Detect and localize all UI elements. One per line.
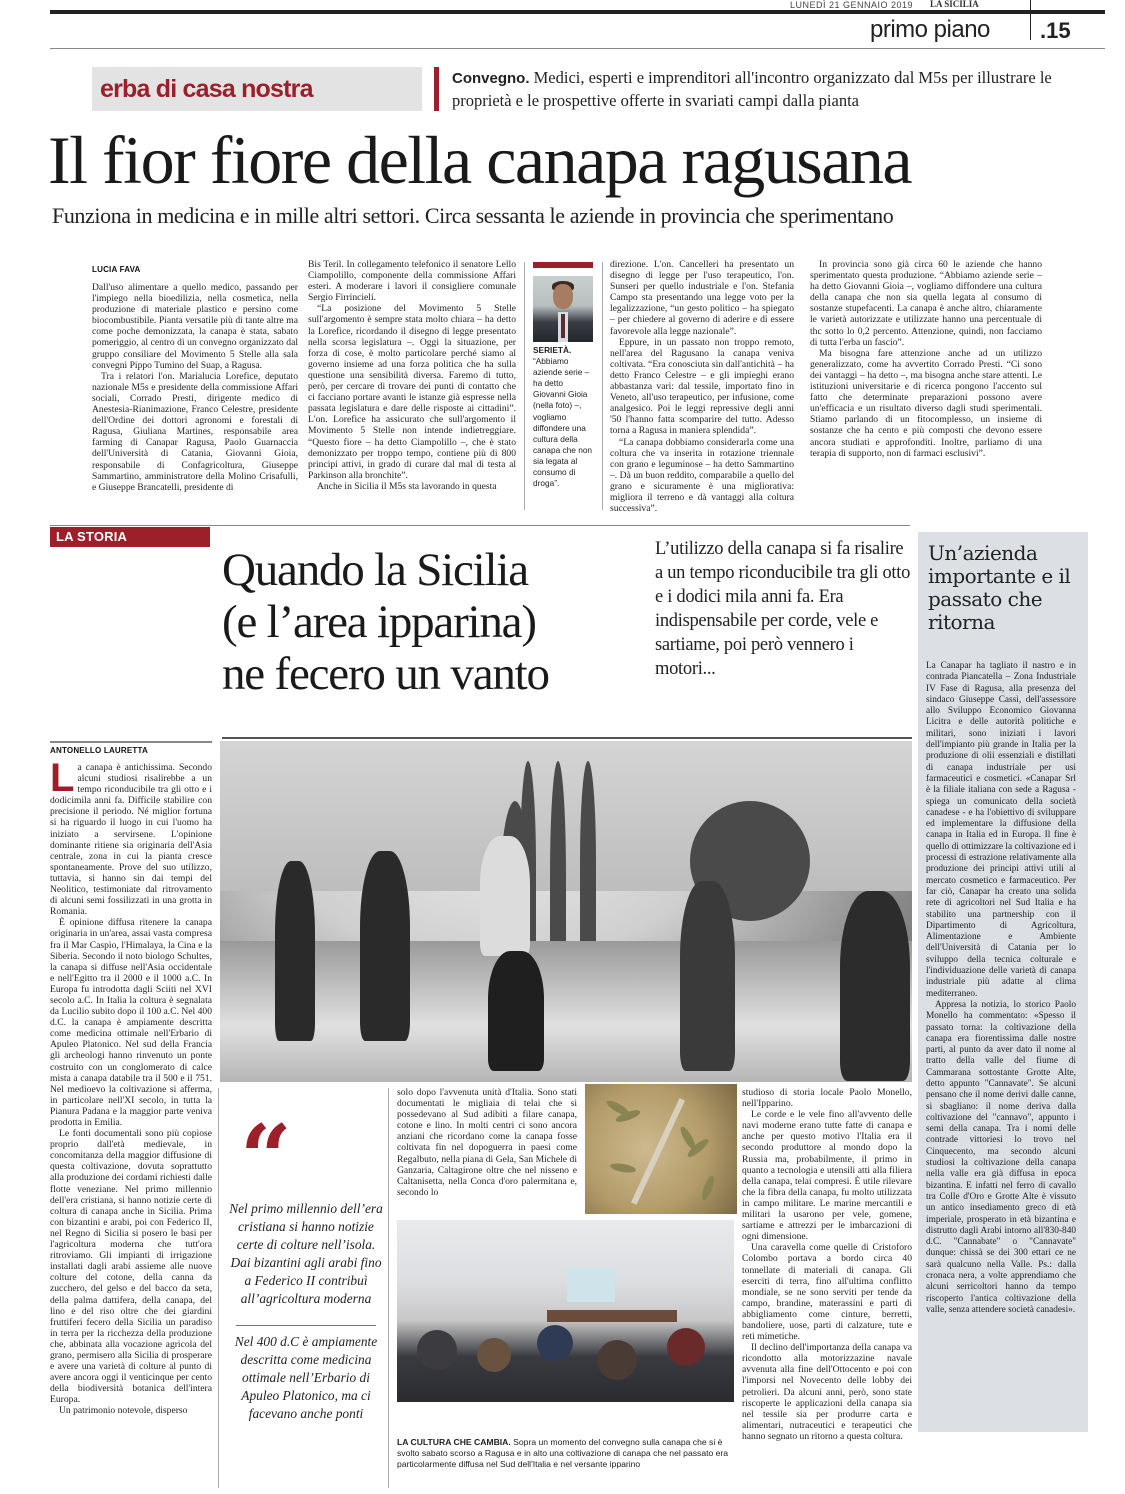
kicker-description	[452, 67, 1072, 112]
headline-line: (e l’area ipparina)	[222, 596, 536, 648]
caption-text: “Abbiamo aziende serie – ha detto Giovanni Gioia (nella foto) –, vogliamo diffondere una cultura della canapa che non sia legata al consumo di droga”.	[533, 356, 593, 489]
section-divider	[50, 525, 910, 526]
paragraph: “La posizione del Movimento 5 Stelle sull'argomento è sempre stata molto chiara – ha detto la Lorefice, ricordando il disegno di legge presentato nella scorsa legislatura –. Oggi la situazione, per forza di cose, è molto particolare perché siamo al governo insieme ad una forza politica che ha sulla questione una sensibilità diversa. Faremo di tutto, però, per cercare di trovare dei punti di contatto che ci facciano portare avanti le istanze già espresse nella passata legislatura e dare delle risposte ai cittadini”. L'on. Lorefice ha assicurato che sull'argomento il Movimento 5 Stelle non intende indietreggiare. “Questo fiore – ha detto Ciampolillo –, che è stato demonizzato per troppo tempo, contiene più di 800 principi attivi, in grado di curare dal mal di testa al Parkinson alla bronchite”.	[308, 303, 516, 481]
paragraph: “La canapa dobbiamo considerarla come una coltura che va inserita in rotazione triennale con grano e leguminose – ha detto Sammartino –. Dà un buon reddito, comparabile a quello del grano e sicuramente è una migliorativa: migliora il terreno e dà vantaggi alla coltura successiva”.	[610, 436, 794, 515]
main-byline: LUCIA FAVA	[92, 265, 141, 274]
photo-detail	[561, 314, 565, 338]
paragraph: Bis Teril. In collegamento telefonico il senatore Lello Ciampolillo, componente della commissione Affari esteri. A moderare i lavori il consigliere comunale Sergio Firrincieli.	[308, 259, 516, 304]
paragraph: solo dopo l'avvenuta unità d'Italia. Sono stati documentati le migliaia di telai che si possedevano al Sud adibiti a filare canapa, cotone e lino. In molti centri ci sono ancora anziani che ricordano come la canapa fosse coltivata fin nel dopoguerra in paesi come Regalbuto, nella piana di Gela, San Michele di Ganzaria, Caltagirone oltre che nel nisseno e Caltanisetta, nella Conca d'oro palermitana e, secondo lo	[397, 1087, 577, 1198]
paragraph: In provincia sono già circa 60 le aziende che hanno sperimentato questa produzione. “Abbiamo aziende serie – ha detto Giovanni Gioia –, vogliamo diffondere una cultura della canapa che non sia quella legata al consumo di sostanze stupefacenti. La canapa è anche altro, chiaramente le varietà autorizzate e utilizzate hanno una percentuale di thc sotto lo 0,2 percento. Attenzione, quindi, non facciamo di tutta l'erba un fascio”.	[810, 259, 1042, 348]
kicker-accent-bar	[434, 67, 439, 111]
story-column-1	[50, 756, 213, 1417]
main-article-column-2	[308, 259, 516, 492]
paragraph: studioso di storia locale Paolo Monello, nell'Ipparino.	[742, 1087, 912, 1110]
photo-detail	[567, 1268, 615, 1302]
column-divider	[388, 1088, 389, 1488]
conference-photo	[397, 1220, 734, 1402]
paragraph: Una caravella come quelle di Cristoforo Colombo portava a bordo circa 40 tonnellate di materiali di canapa. Gli eserciti di terra, fino all'ultima conflitto mondiale, se ne sono serviti per tende da campo, brandine, materassini e parti di abbigliamento come cinture, berretti, bandoliere, uose, parti di calzature, tute e reti mimetiche.	[742, 1242, 912, 1343]
column-divider	[218, 1088, 219, 1488]
story-section-tag: LA STORIA	[50, 527, 210, 547]
photo-detail	[477, 1338, 511, 1372]
paragraph: Le corde e le vele fino all'avvento delle navi moderne erano tutte fatte di canapa e anche per questo motivo l'Italia era il secondo produttore al mondo dopo la Russia ma, probabilmente, il primo in quanto a tecnologia e utensili atti alla filiera della canapa, telai compresi. È utile rilevare che la fibra della canapa, fu molto utilizzata in campo militare. Le marine mercantili e militari la usarono per vele, gomene, sartiame e attrezzi per le imbarcazioni di ogni dimensione.	[742, 1109, 912, 1243]
byline-rule	[50, 741, 212, 743]
paragraph: direzione. L'on. Cancelleri ha presentato un disegno di legge per l'uso terapeutico, l'on. Sunseri per quello industriale e l'on. Stefania Campo sta presentando una legge voto per la legalizzazione, “un gesto politico – ha spiegato – per chiedere al governo di aderire e di essere favorevole alla legge nazionale”.	[610, 259, 794, 337]
paragraph	[50, 756, 212, 918]
photo-detail	[597, 1340, 637, 1380]
photo-detail	[680, 881, 735, 1071]
photo-detail	[417, 1330, 457, 1370]
main-article-column-1	[92, 282, 298, 493]
pull-quote-1: Nel primo millennio dell’era cristiana si hanno notizie certe di colture nell’isola. Dai bizantini agli arabi fino a Federico II contribuì all’agricoltura moderna	[229, 1201, 383, 1306]
newspaper-name: LA SICILIA	[930, 0, 979, 9]
main-article-column-4	[810, 259, 1042, 459]
photo-detail	[667, 1328, 705, 1366]
photo-detail	[700, 1174, 716, 1201]
portrait-photo	[533, 276, 593, 342]
story-column-3	[742, 1087, 912, 1442]
kicker-lead: Convegno.	[452, 70, 530, 87]
issue-date: LUNEDÌ 21 GENNAIO 2019	[790, 0, 914, 10]
story-divider	[222, 737, 912, 739]
pull-quote-2: Nel 400 d.C è ampiamente descritta come medicina ottimale nell’Erbario di Apuleo Platonico, ma ci facevano anche ponti	[234, 1334, 378, 1421]
photo-detail	[840, 891, 910, 1081]
pull-quote-divider	[236, 1325, 376, 1326]
photo-detail	[275, 861, 315, 1041]
photo-detail	[610, 1162, 637, 1174]
portrait-caption	[533, 345, 595, 489]
photo-accent-bar	[533, 262, 593, 268]
hemp-leaves-photo	[585, 1084, 737, 1214]
photo-detail	[537, 1325, 573, 1361]
header-divider	[50, 48, 1105, 49]
paragraph: Anche in Sicilia il M5s sta lavorando in questa	[317, 480, 497, 492]
kicker-label: erba di casa nostra	[100, 75, 313, 103]
headline-line: ne fecero un vanto	[222, 648, 549, 700]
main-subheadline: Funziona in medicina e in mille altri settori. Circa sessanta le aziende in provincia che sperimentano	[52, 203, 894, 228]
photo-detail	[480, 836, 530, 956]
drop-cap: L	[50, 756, 75, 800]
paragraph: La Canapar ha tagliato il nastro e in contrada Piancatella – Zona Industriale IV Fase di Ragusa, alla presenza del sindaco Giuseppe Cassì, dell'assessore allo Sviluppo Economico Giovanna Licitra e delle autorità politiche e militari, sono iniziati i lavori dell'impianto più grande in Italia per la produzione di olii essenziali e distillati di canapa industriale per usi farmaceutici e cosmetici. «Canapar Srl è la filiale italiana con sede a Ragusa - spiega un comunicato della società canadese - e ha l'obiettivo di sviluppare ed implementare la diffusione della canapa in Italia ed in Europa. Il fine è quello di ottimizzare la coltivazione ed i processi di estrazione relativamente alla produzione dei principi attivi utili al mercato cosmetico e farmaceutico. Per far ciò, Canapar ha creato una solida rete di agricoltori nel Sud Italia e ha stabilito una partnership con il Dipartimento di Agricoltura, Alimentazione e Ambiente dell'Università di Catania per lo sviluppo della tecnica colturale e l'individuazione delle varietà di canapa industriale più adatte al clima mediterraneo.	[926, 661, 1076, 999]
photo-detail	[360, 851, 410, 1041]
photo-detail	[580, 761, 596, 961]
paragraph: Le fonti documentali sono più copiose proprio dall'età medievale, in concomitanza della maggior diffusione di questa coltivazione, dovuta soprattutto alla produzione dei cordami richiesti dalle flotte veneziane. Nel primo millennio dell'era cristiana, si hanno notizie certe di coltura di canapa anche in Sicilia. Prima con bizantini e arabi, poi con Federico II, nel Regno di Sicilia si posero le basi per l'agricoltura moderna che tutt'ora ritroviamo. Gli impianti di irrigazione installati dagli arabi assieme alle nuove colture del cotone, della canna da zucchero, del gelso e del bacco da seta, della palma dattifera, della canapa, del lino e del riso oltre che dei giardini fruttiferi fecero della Sicilia un paradiso in terra per la ricchezza della produzione che, abbinata alla vocazione agricola del grano, permisero alla Sicilia di prosperare e avere una varietà di colture al punto di avere ancora oggi il venticinque per cento della biodiversità botanica dell'intera Europa.	[50, 1128, 212, 1406]
story-headline	[222, 544, 549, 700]
hemp-harvest-photo	[220, 741, 912, 1082]
sidebar-title: Un’azienda importante e il passato che ritorna	[928, 541, 1071, 634]
story-deck: L’utilizzo della canapa si fa risalire a un tempo riconducibile tra gli otto e i dodici mila anni fa. Era indispensabile per corde, vele e sartiame, poi però vennero i motori...	[655, 539, 911, 679]
column-divider	[524, 262, 525, 510]
sidebar-body	[926, 661, 1076, 1316]
paragraph-text: a canapa è antichissima. Secondo alcuni studiosi risalirebbe a un tempo riconducibile tra gli otto e i dodicimila anni fa. Difficile stabilire con precisione il periodo. Né miglior fortuna si ha riguardo il luogo in cui l'uomo ha iniziato a servirsene. L'opinione dominante ritiene sia originaria dell'Asia centrale, zona in cui la pianta cresce spontaneamente. Prove del suo utilizzo, tuttavia, si hanno sin dai tempi del Neolitico, testimoniate dal ritrovamento di alcuni semi fossilizzati in una grotta in Romania.	[50, 762, 212, 918]
photo-detail	[220, 941, 912, 1082]
page-number-divider	[1030, 0, 1031, 40]
main-article-column-3	[610, 259, 794, 514]
story-byline: ANTONELLO LAURETTA	[50, 746, 148, 755]
headline-line: Quando la Sicilia	[222, 544, 528, 596]
paragraph: Tra i relatori l'on. Marialucia Lorefice, deputato nazionale M5s e presidente della commissione Affari sociali, Corrado Presti, dirigente medico di Anestesia-Rianimazione, Franco Celestre, presidente dell'Ordine dei dottori agronomi e forestali di Ragusa, Giuliana Martines, responsabile area farming di Canapar Ragusa, Paolo Guarnaccia dell'Università di Catania, Giovanni Gioia, responsabile di Confagricoltura, Giuseppe Sammartino, amministratore della Molino Crisafulli, e Giuseppe Brancatelli, presidente di	[92, 370, 298, 493]
column-divider	[602, 262, 603, 510]
paragraph: È opinione diffusa ritenere la canapa originaria in un'area, assai vasta compresa fra il Mar Caspio, l'Himalaya, la Cina e la Siberia. Secondo il noto biologo Schultes, la canapa si diffuse nell'Asia occidentale e nell'Egitto tra il 2000 e il 1000 a.C. In Europa fu introdotta dagli Sciiti nel XVI secolo a.C. In Italia la coltura è segnalata da Lucilio subito dopo il 100 a.C. Nel 400 d.C. la canapa è ampiamente descritta come medicina ottimale nell'Erbario di Apuleo Platonico. Nel sud della Francia gli archeologi hanno rinvenuto un ponte costruito con un conglomerato di calce mista a canapa databile tra il 500 e il 751. Nel medioevo la coltivazione si afferma, in particolare nell'XI secolo, in tutta la Pianura Padana e la maggior parte veniva prodotta in Emilia.	[50, 917, 213, 1128]
story-column-2	[397, 1087, 577, 1198]
masthead-rule	[50, 10, 1105, 14]
paragraph: Un patrimonio notevole, disperso	[59, 1405, 188, 1417]
paragraph: Ma bisogna fare attenzione anche ad un utilizzo generalizzato, come ha avvertito Corrado Presti. “Ci sono dei vantaggi – ha detto –, ma bisogna anche stare attenti. Le istituzioni universitarie e di ricerca pongono l'accento sul fatto che determinate preparazioni possono avere un'efficacia e un risultato diverso dagli studi sperimentali. Stiamo parlando di un fitocomplesso, un insieme di sostanze che ha cento e più composti che devono essere ancora studiati e approfonditi. Inoltre, parliamo di una terapia di supporto, non di farmaci esclusivi”.	[810, 347, 1042, 459]
paragraph: Dall'uso alimentare a quello medico, passando per l'impiego nella bioedilizia, nella cosmetica, nella produzione di materiale plastico e persino come biocombustibile. Pianta versatile più di tante altre ma come poche demonizzata, la canapa è stata, sabato pomeriggio, al centro di un convegno organizzato dal gruppo consiliare del Movimento 5 Stelle alla sala convegni Pippo Tumino del Suap, a Ragusa.	[92, 282, 298, 371]
paragraph: Eppure, in un passato non troppo remoto, nell'area del Ragusano la canapa veniva coltivata. “Era conosciuta sin dall'antichità – ha detto Franco Celestre – e gli impieghi erano abbastanza vari: dal tessile, importato fino in Veneto, all'uso terapeutico, per infusione, come analgesico. Poi le leggi repressive degli anni '50 l'hanno fatta scomparire del tutto. Adesso torna a Ragusa in maniera splendida”.	[610, 336, 794, 437]
caption-text: Sopra un momento del convegno sulla canapa che si è svolto sabato scorso a Ragusa e in alto una coltivazione di canapa che nel passato era particolarmente diffusa nel Sud dell'Italia e nel versante ipparino	[397, 1437, 729, 1470]
paragraph: Il declino dell'importanza della canapa va ricondotto alla motorizzazine navale avvenuta alla fine dell'Ottocento e poi con l'imporsi nel Novecento delle lobby dei petrolieri. Da alcuni anni, però, sono state riscoperte le applicazioni della canapa sia nel tessile sia per produrre carta e alimentari, nutraceutici e terapeutici che hanno segnato un ritorno a questa coltura.	[742, 1342, 912, 1442]
conference-photo-caption	[397, 1437, 737, 1470]
kicker-text: Medici, esperti e imprenditori all'incontro organizzato dal M5s per illustrare le proprietà e le prospettive offerte in svariati campi dalla pianta	[452, 68, 1052, 110]
caption-lead: LA CULTURA CHE CAMBIA.	[397, 1437, 511, 1447]
section-name: primo piano	[870, 16, 990, 43]
caption-lead: SERIETÀ.	[533, 345, 572, 355]
quote-icon: “	[240, 1105, 292, 1211]
photo-detail	[553, 284, 573, 309]
photo-detail	[488, 951, 544, 1071]
page-number: .15	[1040, 18, 1071, 43]
main-headline: Il fior fiore della canapa ragusana	[48, 122, 912, 198]
photo-detail	[547, 1310, 677, 1322]
paragraph: Appresa la notizia, lo storico Paolo Monello ha commentato: «Spesso il passato torna: la coltivazione della canapa era fiorentissima dalle nostre parti, al punto da aver dato il nome al tratto della valle del fiume di Cammarana sottostante Grotte Alte, detto appunto "Cannavate". Se alcuni pensano che il nome derivi dalle canne, si sbagliano: il nome deriva dalla coltivazione del "cannavo", appunto i semi della canapa. Tra i nomi delle contrade vittoriesi lo trovo nel Cinquecento, ma secondo alcuni studiosi la coltivazione della canapa nella valle era già diffusa in epoca bizantina. E infatti nel ferro di cavallo tra Colle d'Oro e Grotte Alte è vissuto un antico insediamento greco di età imperiale, prosperato in età bizantina e distrutto dagli Arabi intorno all'830-840 d.C. "Cannabate" o "Cannavate" dunque: chissà se dei 300 ettari ce ne sarà qualcuno nella Valle. Ps.: dalla cronaca nera, a volte apprendiamo che alcuni serricoltori hanno da tempo riscoperto l'antica coltivazione della valle, senza attendere società canadesi».	[926, 999, 1076, 1315]
